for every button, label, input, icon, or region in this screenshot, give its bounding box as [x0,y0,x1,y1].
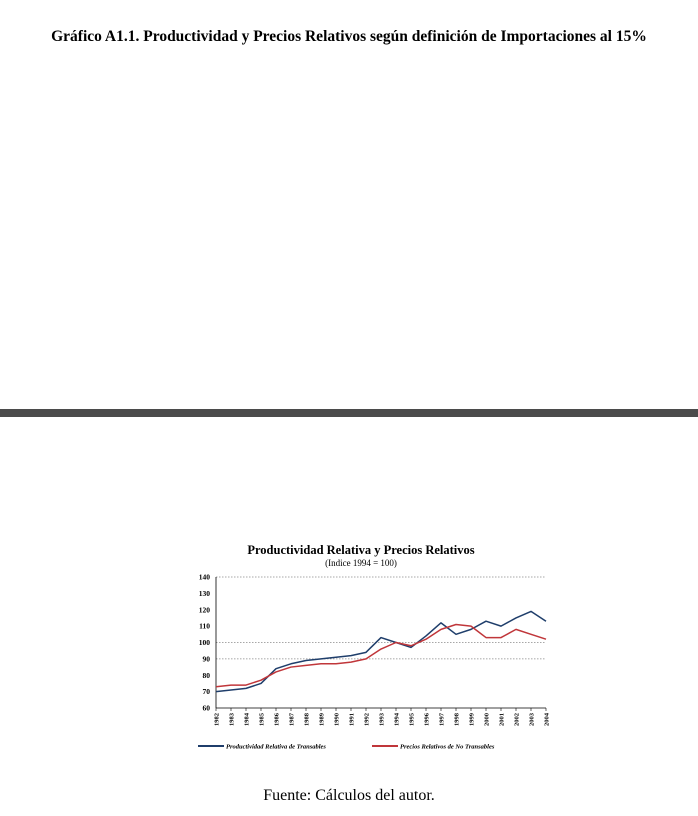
x-tick-label: 1997 [438,713,446,726]
x-tick-label: 2001 [498,713,506,726]
series-lines [216,611,546,691]
x-tick-label: 1992 [363,713,371,726]
y-tick-label: 130 [198,588,210,598]
y-tick-label: 80 [202,670,210,680]
y-axis [199,573,216,713]
series-line-2 [216,624,546,686]
line-chart [190,540,556,760]
chart-title: Productividad Relativa y Precios Relativos [247,543,475,557]
legend-label: Productividad Relativa de Transables [226,743,326,751]
x-tick-label: 2000 [483,713,491,726]
x-tick-label: 1990 [333,713,341,726]
y-tick-label: 100 [198,638,210,647]
y-tick-label: 60 [202,703,210,713]
x-tick-label: 1985 [258,713,266,726]
source-note: Fuente: Cálculos del autor. [263,787,435,804]
x-tick-label: 1982 [213,713,221,726]
x-tick-label: 1989 [318,713,326,726]
x-tick-label: 2004 [543,713,551,726]
x-tick-label: 1994 [393,713,401,726]
x-tick-label: 1993 [378,713,386,726]
x-tick-label: 1986 [273,713,281,726]
x-tick-label: 1984 [243,713,251,726]
y-tick-label: 110 [199,621,210,631]
chart-svg [190,540,556,760]
y-tick-label: 90 [202,654,210,664]
y-tick-label: 120 [198,605,210,615]
x-tick-label: 1995 [408,713,416,726]
x-tick-label: 2002 [513,713,521,726]
x-tick-label: 1983 [228,713,236,726]
legend-label: Precios Relativos de No Transables [400,743,495,751]
x-tick-label: 1996 [423,713,431,726]
x-tick-label: 1988 [303,713,311,726]
x-tick-label: 1999 [468,713,476,726]
section-divider [0,409,698,417]
chart-subtitle: (Indice 1994 = 100) [325,558,397,568]
y-tick-label: 70 [202,687,210,697]
y-tick-label: 140 [198,572,210,582]
document-title: Gráfico A1.1. Productividad y Precios Relativos según definición de Importaciones al 15% [51,28,647,45]
x-tick-label: 2003 [528,713,536,726]
gridlines [216,577,546,659]
x-tick-label: 1991 [348,713,356,726]
x-axis [214,708,551,726]
x-tick-label: 1998 [453,713,461,726]
legend [198,744,495,751]
x-tick-label: 1987 [288,713,296,726]
series-line-1 [216,611,546,691]
